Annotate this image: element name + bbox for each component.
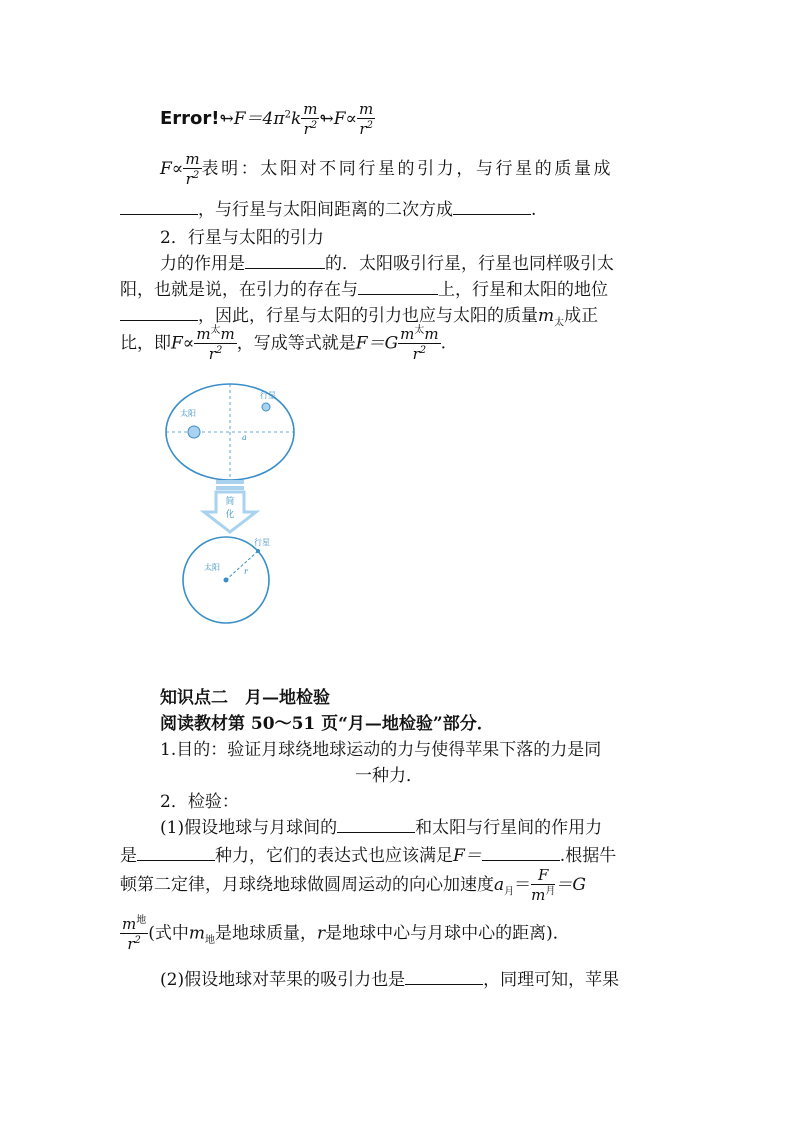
meaning-text: 表明：太阳对不同行星的引力，与行星的质量成 xyxy=(201,159,614,179)
earth-mass-fraction: $\frac{m^地}{r^2}$ xyxy=(122,915,147,953)
error-text: Error! xyxy=(160,108,220,129)
ellipse-sun-label: 太阳 xyxy=(180,409,196,418)
gravity-fraction: $\frac{m^太m}{r^2}$ xyxy=(400,325,439,363)
circle-orbit-group xyxy=(183,537,270,623)
ellipse-planet-label: 行星 xyxy=(260,391,276,400)
section2-title: 知识点二 月—地检验 xyxy=(160,688,330,708)
fraction-denominator: $r^2$ xyxy=(303,120,318,138)
formula-fraction xyxy=(301,102,319,137)
arrow-icon: ↬ xyxy=(319,109,334,129)
answer-blank[interactable] xyxy=(482,846,560,861)
purpose-line-1: 1.目的：验证月球绕地球运动的力与使得苹果下落的力是同 xyxy=(160,740,602,760)
radius-line xyxy=(226,551,258,580)
check-line-4: $\frac{m^地}{r^2}$ (式中$m_地$是地球质量，r是地球中心与月球中心的距离)． xyxy=(122,915,570,953)
circle-r-label: r xyxy=(244,567,248,576)
formula-f-prop: F∝ xyxy=(160,159,184,179)
orbit-diagram xyxy=(160,380,300,642)
fraction-numerator: m xyxy=(303,100,318,118)
check-line-1: (1)假设地球与月球间的 和太阳与行星间的作用力 xyxy=(160,818,603,838)
purpose-line-2: 一种力． xyxy=(355,766,423,786)
answer-blank[interactable] xyxy=(120,306,198,321)
arrow-icon: ↬ xyxy=(219,109,234,129)
circle-planet-label: 行星 xyxy=(254,538,270,547)
para-line-1: 力的作用是 的．太阳吸引行星，行星也同样吸引太 xyxy=(160,254,614,274)
simplify-char-1: 简 xyxy=(225,497,235,507)
circle-sun-label: 太阳 xyxy=(204,563,220,572)
check-heading: 2．检验： xyxy=(160,792,239,812)
answer-blank[interactable] xyxy=(137,846,215,861)
meaning-fraction: $\frac{m}{r^2}$ xyxy=(185,150,200,188)
answer-blank[interactable] xyxy=(120,200,198,215)
formula-f-eq: F＝4π xyxy=(233,109,285,129)
planet-dot xyxy=(262,403,270,411)
para-line-4: 比，即F∝ $\frac{m^太m}{r^2}$ ，写成等式就是F＝G $\frac{m^太m}{r^2}$ . xyxy=(120,325,447,363)
meaning-line-2 xyxy=(120,200,536,220)
answer-blank[interactable] xyxy=(337,818,415,833)
acceleration-fraction: $\frac{F}{m^月}$ xyxy=(531,866,556,904)
error-formula-line xyxy=(160,102,375,146)
formula-f-prop: F∝ xyxy=(333,109,358,129)
heading-planet-sun-force: 2．行星与太阳的引力 xyxy=(160,228,324,248)
simplify-arrow xyxy=(204,480,256,532)
sun-dot xyxy=(188,426,200,438)
check-line-2: 是 种力，它们的表达式也应该满足F＝ .根据牛 xyxy=(120,846,617,866)
simplify-char-2: 化 xyxy=(225,510,235,520)
meaning-line xyxy=(160,152,613,196)
answer-blank[interactable] xyxy=(358,280,438,295)
formula-fraction-2: $\frac{m}{r^2}$ xyxy=(359,100,374,138)
para-line-2: 阳，也就是说，在引力的存在与 上，行星和太阳的地位 xyxy=(120,280,608,300)
section2-reading: 阅读教材第 50～51 页“月—地检验”部分． xyxy=(160,714,494,734)
answer-blank[interactable] xyxy=(405,970,483,985)
para-line-3: ，因此，行星与太阳的引力也应与太阳的质量$m_太$成正 xyxy=(120,306,598,329)
formula-square: 2 xyxy=(284,109,291,121)
check-line-3: 顿第二定律，月球绕地球做圆周运动的向心加速度$a_月=$ $\frac{F}{m^月}$ ＝G xyxy=(120,866,586,904)
check-line-5: (2)假设地球对苹果的吸引力也是 ，同理可知，苹果 xyxy=(160,970,620,990)
formula-k: k xyxy=(290,109,302,129)
answer-blank[interactable] xyxy=(245,254,325,269)
proportional-fraction: $\frac{m^太m}{r^2}$ xyxy=(196,325,235,363)
period: . xyxy=(531,200,537,220)
ellipse-orbit-group xyxy=(166,384,294,480)
answer-blank[interactable] xyxy=(453,200,531,215)
meaning-text-2: ，与行星与太阳间距离的二次方成 xyxy=(198,200,453,220)
ellipse-a-label: a xyxy=(242,433,247,442)
